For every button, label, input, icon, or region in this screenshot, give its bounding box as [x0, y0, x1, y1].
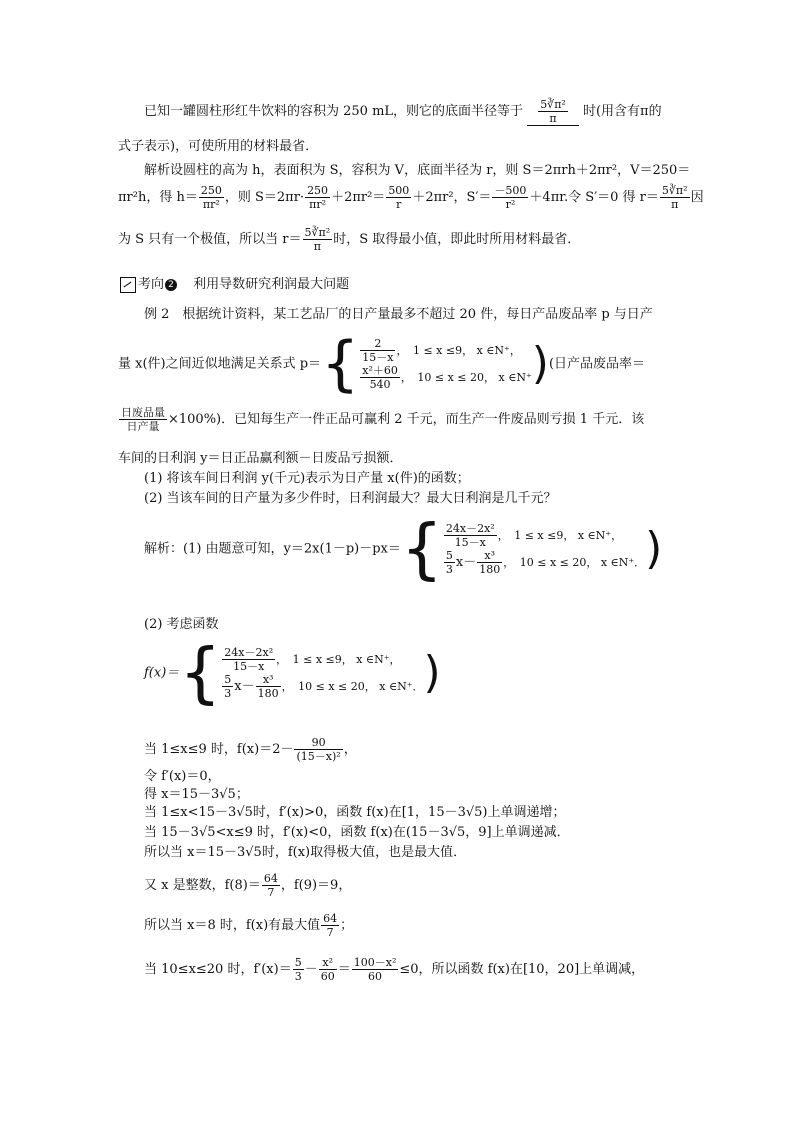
- sol1-text-f: 因: [690, 190, 704, 205]
- frac-num: 5: [224, 673, 232, 686]
- sol1-text-a: πr²h，得 h＝: [118, 190, 198, 205]
- solution-1-line-1: 解析设圆柱的高为 h，表面积为 S，容积为 V，底面半径为 r，则 S＝2πrh＋2πr²，V＝250＝: [144, 163, 691, 178]
- function-f-definition: [144, 634, 441, 711]
- frac-num: x²: [319, 956, 337, 970]
- frac-num: 5∛π²: [661, 184, 688, 197]
- case-1-frac: [222, 646, 275, 673]
- example-2-question-1: (1) 将该车间日利润 y(千元)表示为日产量 x(件)的函数；: [144, 471, 470, 486]
- equals-sign: ＝: [337, 962, 351, 977]
- left-brace: {: [321, 329, 360, 399]
- frac-den: 180: [479, 563, 501, 576]
- frac-100-x2-60: [352, 956, 399, 983]
- frac-num: x³: [477, 549, 502, 563]
- sol1-text-e: ＋4πr.令 S′＝0 得 r＝: [529, 190, 659, 205]
- answer-den: π: [549, 112, 557, 125]
- solution-2-part-2-heading: (2) 考虑函数: [144, 617, 219, 632]
- f8-frac: [262, 872, 280, 899]
- frac-5-3: [293, 956, 304, 983]
- ex2-text-b: (日产品废品率＝: [548, 356, 646, 372]
- piecewise-f: [221, 646, 423, 700]
- example-2-line-1: 例 2 根据统计资料，某工艺品厂的日产量最多不超过 20 件，每日产品废品率 p 与日产: [144, 307, 653, 322]
- case-1-cond: ， 1 ≤ x ≤9， x ∈N⁺，: [396, 344, 521, 357]
- frac-5-3: [222, 673, 233, 700]
- piecewise-p: [359, 337, 532, 391]
- integer-check-line: [144, 872, 351, 899]
- frac-den: π: [671, 198, 679, 211]
- solution-1-line-2: [118, 184, 704, 211]
- frac-num: 500: [388, 184, 410, 197]
- derivative-line-4: 当 1≤x<15－3√5时，f′(x)>0，函数 f(x)在[1，15－3√5)上单调递增；: [144, 805, 566, 820]
- case-2-frac: [256, 673, 281, 700]
- case-1-cond: ， 1 ≤ x ≤9， x ∈N⁺，: [497, 529, 623, 542]
- frac-den: r²: [505, 198, 516, 211]
- sol1-text-b: ，则 S＝2πr·: [224, 190, 305, 205]
- derivative-line-6: 所以当 x＝15－3√5时，f(x)取得极大值，也是最大值．: [144, 845, 467, 860]
- example-2-question-2: (2) 当该车间的日产量为多少件时，日利润最大？最大日利润是几千元？: [144, 491, 557, 506]
- sol2-intro: 解析：(1) 由题意可知，y＝2x(1－p)－px＝: [144, 541, 401, 557]
- fraction-r: [660, 184, 690, 211]
- second-interval-line: [144, 956, 644, 983]
- frac-den: 日产量: [126, 420, 160, 433]
- example-2-line-3: [118, 406, 644, 433]
- case-2-frac: [360, 364, 400, 391]
- case-1: [221, 646, 423, 673]
- case-2: [221, 673, 423, 700]
- solution-2-part-1: [144, 510, 663, 587]
- d8-text: 所以当 x＝8 时，f(x)有最大值: [144, 918, 321, 933]
- right-paren: ): [423, 647, 441, 698]
- frac-x2-60: [319, 956, 337, 983]
- case-1: [359, 337, 532, 364]
- d7-tail: ，f(9)＝9，: [280, 878, 352, 893]
- example-2-line-2: [118, 329, 646, 399]
- frac-den: 15－x: [362, 351, 394, 364]
- case-1-frac: [360, 337, 395, 364]
- case-2-cond: ， 10 ≤ x ≤ 20， x ∈N⁺．: [503, 556, 646, 569]
- example-2-line-4: 车间的日利润 y＝日正品赢利额－日废品亏损额．: [118, 451, 403, 466]
- piecewise-y: [443, 522, 645, 576]
- fx-label: f(x)＝: [144, 665, 180, 681]
- section-header: [120, 276, 349, 294]
- section-number-badge: 2: [165, 279, 177, 291]
- d8-tail: ；: [340, 918, 354, 933]
- waste-rate-fraction: [119, 406, 167, 433]
- case-2-x: x－: [455, 555, 477, 570]
- d1-frac: [294, 736, 342, 763]
- section-title: 利用导数研究利润最大问题: [193, 277, 350, 292]
- frac-den: 7: [267, 886, 275, 899]
- d9-text: 当 10≤x≤20 时，f′(x)＝: [144, 962, 292, 977]
- frac-den: 180: [257, 687, 279, 700]
- minus-sign: －: [304, 962, 318, 977]
- frac-num: 2: [360, 337, 395, 351]
- ex2-text-a: 量 x(件)之间近似地满足关系式 p＝: [118, 356, 322, 372]
- d7-text: 又 x 是整数，f(8)＝: [144, 878, 261, 893]
- frac-num: 64: [263, 872, 278, 885]
- derivative-line-5: 当 15－3√5<x≤9 时，f′(x)<0，函数 f(x)在(15－3√5，9]上单调递减．: [144, 825, 570, 840]
- frac-num: 24x－2x²: [445, 522, 495, 535]
- sol1-text-g: 为 S 只有一个极值，所以当 r＝: [118, 232, 302, 247]
- frac-den: (15－x)²: [296, 750, 341, 763]
- derivative-line-1: [144, 736, 357, 763]
- derivative-line-2: 令 f′(x)＝0，: [144, 769, 221, 784]
- fraction-s1: [305, 184, 330, 211]
- frac-num: 64: [323, 912, 338, 925]
- frac-num: 日废品量: [121, 406, 165, 419]
- frac-num: －500: [494, 184, 527, 197]
- ex2-text-c: ×100%)．已知每生产一件正品可赢利 2 千元，而生产一件废品则亏损 1 千元．该: [168, 412, 645, 427]
- answer-blank: [527, 98, 579, 126]
- max-value-line: [144, 912, 353, 939]
- frac-den: 540: [369, 378, 391, 391]
- frac-den: 3: [294, 970, 302, 983]
- case-1-cond: ， 1 ≤ x ≤9， x ∈N⁺，: [276, 653, 401, 666]
- frac-num: 5: [445, 549, 453, 562]
- case-2-cond: ， 10 ≤ x ≤ 20， x ∈N⁺．: [281, 680, 424, 693]
- frac-num: x²＋60: [362, 364, 398, 377]
- frac-num: 5: [294, 956, 302, 969]
- solution-1-line-3: [118, 226, 580, 253]
- frac-den: r: [396, 198, 402, 211]
- frac-5-3: [444, 549, 455, 576]
- frac-num: 250: [200, 184, 222, 197]
- q1-tail: 时(用含有π的: [582, 104, 662, 119]
- d9-tail: ≤0，所以函数 f(x)在[10，20]上单调减，: [399, 962, 645, 977]
- frac-den: 7: [326, 926, 334, 939]
- frac-num: 90: [294, 736, 342, 750]
- left-brace: {: [400, 510, 443, 587]
- frac-den: 3: [445, 563, 453, 576]
- frac-den: 15－x: [233, 660, 265, 673]
- fraction-sprime: [492, 184, 528, 211]
- frac-den: πr²: [202, 198, 220, 211]
- question-1-line-1: [144, 98, 662, 126]
- case-2: [443, 549, 645, 576]
- sol1-text-c: ＋2πr²＝: [331, 190, 386, 205]
- frac-den: π: [313, 240, 321, 253]
- derivative-line-3: 得 x＝15－3√5；: [144, 787, 249, 802]
- right-paren: ): [531, 338, 549, 389]
- frac-num: 24x－2x²: [224, 646, 274, 659]
- frac-num: 250: [307, 184, 329, 197]
- case-2-cond: ， 10 ≤ x ≤ 20， x ∈N⁺: [400, 371, 532, 384]
- fraction-s2: [386, 184, 411, 211]
- right-paren: ): [645, 523, 663, 574]
- case-2-x: x－: [234, 679, 255, 694]
- section-label: 考向: [138, 277, 165, 292]
- case-2-frac: [477, 549, 502, 576]
- frac-num: x³: [256, 673, 281, 687]
- case-1: [443, 522, 645, 549]
- frac-den: 15－x: [454, 536, 486, 549]
- d1-text: 当 1≤x≤9 时，f(x)＝2－: [144, 742, 294, 757]
- sol1-text-h: 时，S 取得最小值，即此时所用材料最省．: [333, 232, 581, 247]
- frac-den: πr²: [309, 198, 327, 211]
- frac-den: 60: [368, 970, 383, 983]
- frac-num: 100－x²: [353, 956, 397, 969]
- q1-text: 已知一罐圆柱形红牛饮料的容积为 250 mL，则它的底面半径等于: [144, 104, 524, 119]
- case-1-frac: [444, 522, 497, 549]
- fraction-h: [199, 184, 224, 211]
- left-brace: {: [179, 634, 222, 711]
- max-frac: [321, 912, 339, 939]
- answer-num: 5∛π²: [540, 98, 566, 111]
- sol1-text-d: ＋2πr²，S′＝: [412, 190, 492, 205]
- trend-icon: [120, 277, 136, 293]
- frac-den: 3: [224, 687, 232, 700]
- fraction-r2: [303, 226, 333, 253]
- frac-num: 5∛π²: [304, 226, 331, 239]
- frac-den: 60: [320, 970, 335, 983]
- d1-tail: ，: [343, 742, 357, 757]
- question-1-line-2: 式子表示)，可使所用的材料最省．: [118, 139, 319, 154]
- case-2: [359, 364, 532, 391]
- answer-fraction: [538, 98, 568, 125]
